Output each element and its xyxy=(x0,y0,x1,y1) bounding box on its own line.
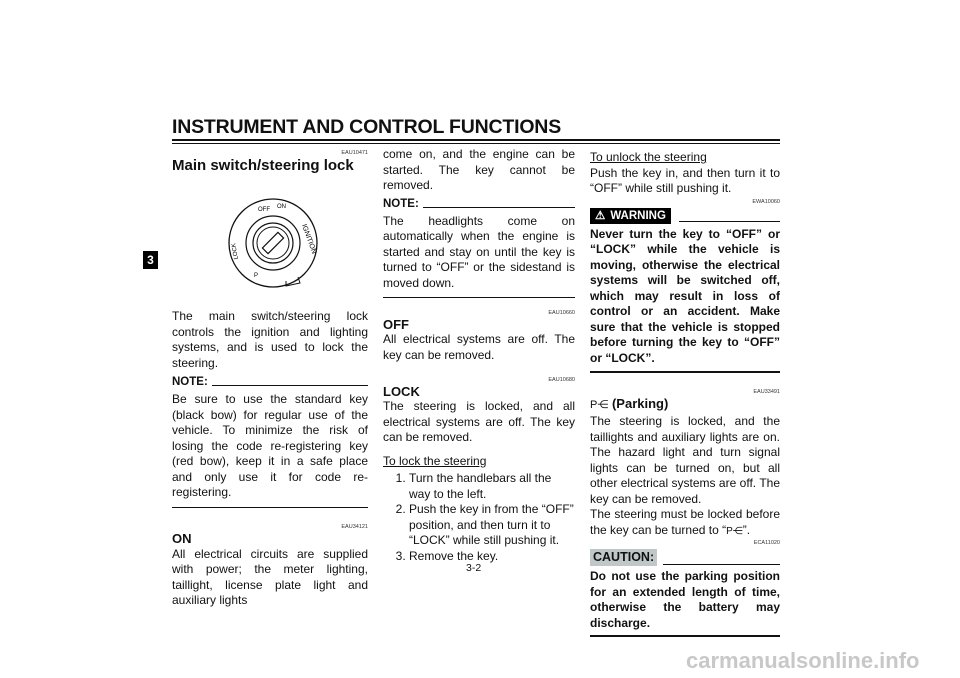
middle-column xyxy=(383,147,575,564)
parking-icon: P⋲ xyxy=(590,399,609,411)
on-text: All electrical circuits are supplied with power; the meter lighting, taillight, license plate light and auxiliary lights xyxy=(172,546,368,607)
label-off: OFF xyxy=(258,207,270,213)
chapter-tab: 3 xyxy=(143,251,158,269)
section-code: EWA10060 xyxy=(752,198,780,205)
label-on: ON xyxy=(277,204,286,210)
parking-heading xyxy=(590,396,780,413)
parking-text: The steering is locked, and the taillights and auxiliary lights are on. The hazard light and turn signal lights can be turned on, but all other electrical systems are off. The key can be removed. xyxy=(590,414,780,506)
section-code: EAU10680 xyxy=(548,377,575,383)
to-unlock-label: To unlock the steering xyxy=(590,150,707,164)
to-lock-steps xyxy=(383,471,575,564)
off-text: All electrical systems are off. The key can be removed. xyxy=(383,332,575,362)
on-text-continued: come on, and the engine can be started. The key cannot be removed. xyxy=(383,147,575,192)
right-column xyxy=(590,150,780,637)
caution-end-rule xyxy=(590,635,780,637)
caution-badge: CAUTION: xyxy=(590,549,657,566)
warning-label: WARNING xyxy=(610,209,666,222)
step: 1. Turn the handlebars all the way to the left. xyxy=(409,471,575,502)
warning-badge xyxy=(590,208,671,224)
section-code: EAU33491 xyxy=(753,389,780,395)
note-end-rule xyxy=(383,297,575,298)
section-code: EAU34121 xyxy=(341,523,368,530)
note-text: The headlights come on automatically when the engine is started and stay on until the key is turned to “OFF” or the sidestand is moved down. xyxy=(383,213,575,290)
section-code: EAU10471 xyxy=(341,150,368,156)
parking-text-2 xyxy=(590,507,780,539)
to-unlock-text: Push the key in, and then turn it to “OFF” while still pushing it. xyxy=(590,165,780,195)
warning-end-rule xyxy=(590,371,780,373)
note-text: Be sure to use the standard key (black bow) for regular use of the vehicle. To minimize the risk of losing the code re-registering key (red bow), keep it in a safe place and only use it for code re-registering. xyxy=(172,392,368,499)
watermark: carmanualsonline.info xyxy=(686,648,920,673)
section-code: EAU10660 xyxy=(548,310,575,316)
label-lock: LOCK xyxy=(231,242,240,260)
left-column xyxy=(172,150,368,609)
page-title: INSTRUMENT AND CONTROL FUNCTIONS xyxy=(172,116,561,138)
warning-text: Never turn the key to “OFF” or “LOCK” while the vehicle is moving, otherwise the electrical systems will be switched off, which may result in loss of control or an accident. Make sure that the vehicle is stopped before turning the key to “OFF” or “LOCK”. xyxy=(590,226,780,365)
warning-triangle-icon: ⚠ xyxy=(595,209,606,222)
intro-text: The main switch/steering lock controls the ignition and lighting systems, and is used to lock the steering. xyxy=(172,309,368,370)
title-double-rule xyxy=(172,139,780,144)
to-lock-label: To lock the steering xyxy=(383,453,487,468)
parking-heading-text: (Parking) xyxy=(611,396,669,411)
page-number: 3-2 xyxy=(466,562,482,574)
note-label xyxy=(172,375,368,389)
on-heading: ON xyxy=(172,530,192,546)
section-heading: Main switch/steering lock xyxy=(172,157,354,174)
warning-header xyxy=(590,208,780,224)
lock-text: The steering is locked, and all electrical systems are off. The key can be removed. xyxy=(383,399,575,444)
off-heading: OFF xyxy=(383,317,409,332)
note-end-rule xyxy=(172,507,368,508)
step: 3. Remove the key. xyxy=(409,549,575,565)
note-label-text: NOTE: xyxy=(172,376,208,388)
label-p: P xyxy=(254,273,259,279)
text: The steering must be locked before the key can be turned to “ xyxy=(590,507,780,537)
note-label xyxy=(383,197,575,211)
label-ignition: IGNITION xyxy=(300,223,318,255)
section-code: ECA11020 xyxy=(753,540,780,546)
caution-text: Do not use the parking position for an extended length of time, otherwise the battery may discharge. xyxy=(590,569,780,630)
note-label-text: NOTE: xyxy=(383,197,419,210)
step: 2. Push the key in from the “OFF” position, and then turn it to “LOCK” while still pushing it. xyxy=(409,502,575,549)
main-switch-illustration xyxy=(226,197,320,291)
caution-header xyxy=(590,549,780,566)
parking-icon: P⋲ xyxy=(726,525,743,537)
text: ”. xyxy=(742,522,751,537)
lock-heading: LOCK xyxy=(383,384,420,399)
